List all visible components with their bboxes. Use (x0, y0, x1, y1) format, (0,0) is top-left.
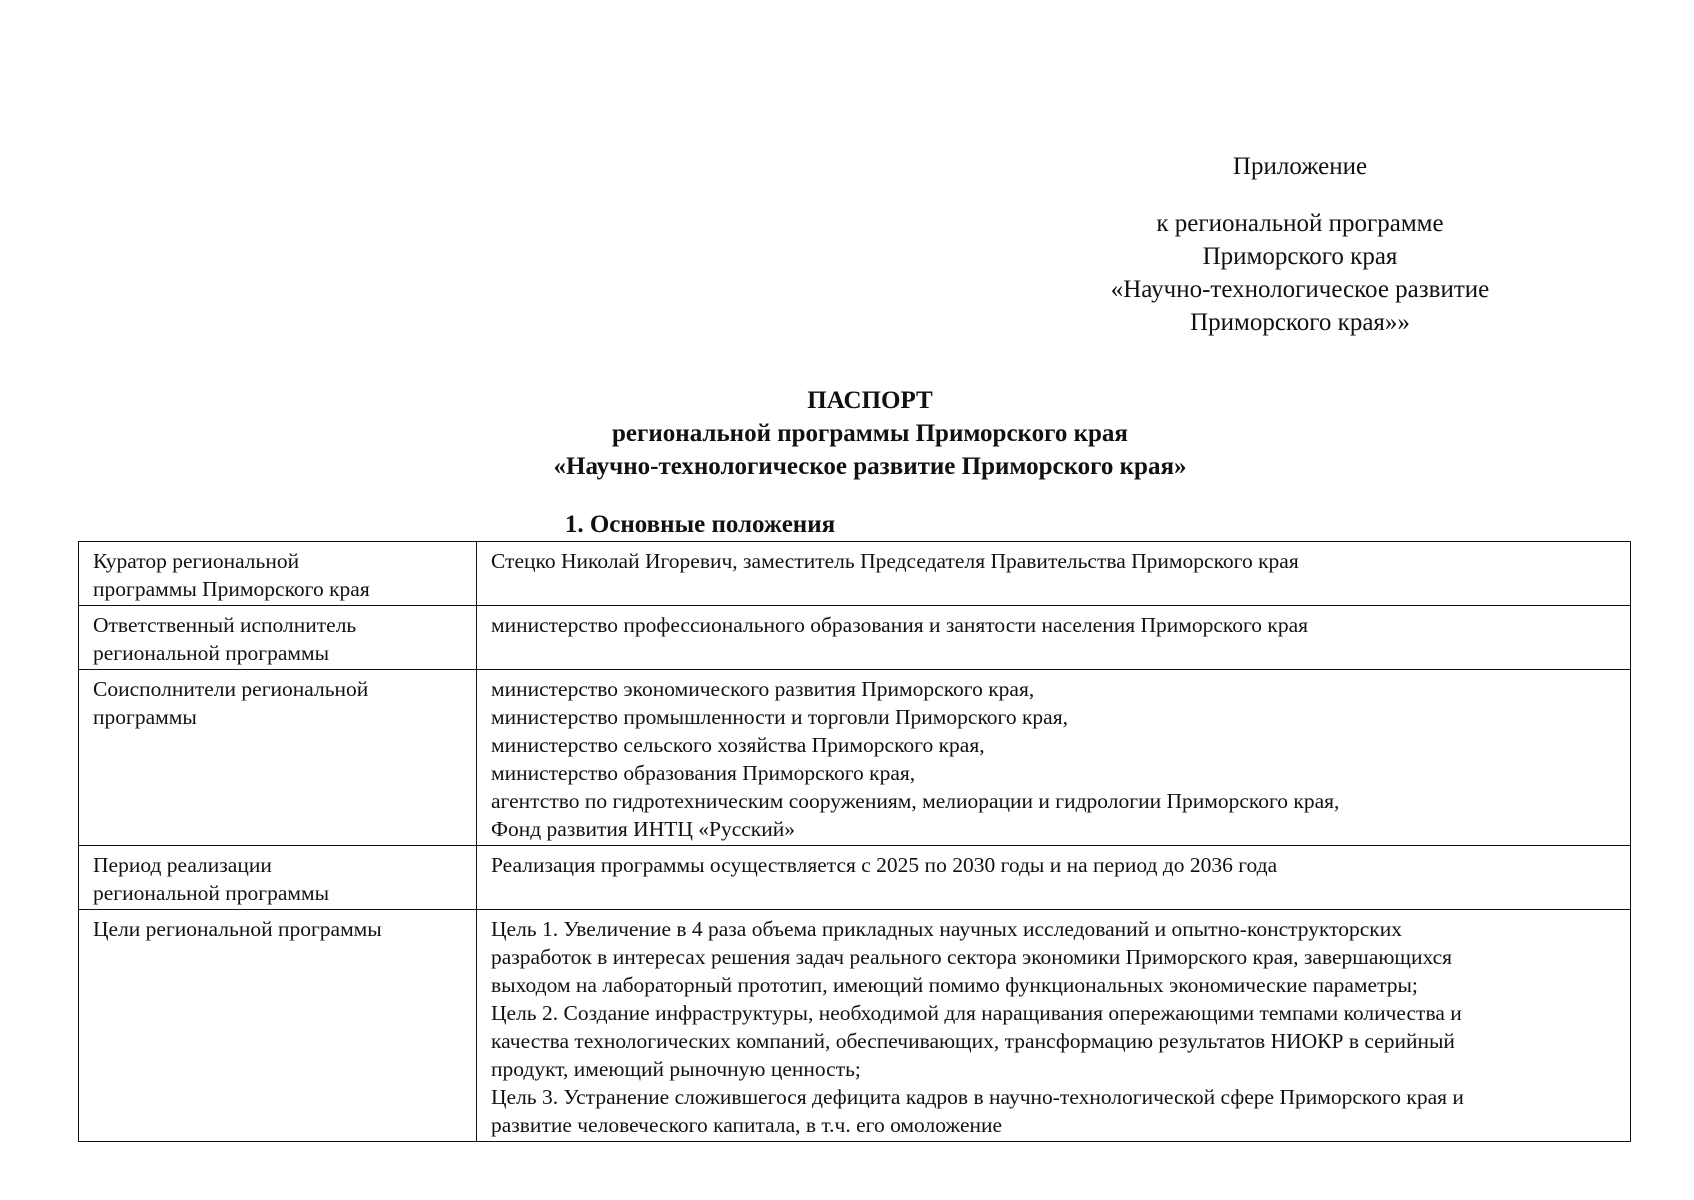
row-label-cell (79, 846, 477, 910)
row-label-cell (79, 542, 477, 606)
row-value: министерство экономического развития Приморского края, (491, 677, 1035, 701)
program-name: «Научно-технологическое развитие Приморского края» (553, 453, 1187, 480)
row-label: Период реализации (93, 853, 272, 877)
row-value: агентство по гидротехническим сооружениям, мелиорации и гидрологии Приморского края, (491, 789, 1340, 813)
row-label: программы (93, 705, 197, 729)
row-value: разработок в интересах решения задач реального сектора экономики Приморского края, завершающихся (491, 945, 1453, 969)
appendix-label: Приложение (1232, 153, 1368, 180)
passport-header (330, 384, 1410, 483)
passport-table (78, 541, 1631, 1142)
appendix-block (1060, 150, 1540, 339)
row-value: министерство профессионального образования и занятости населения Приморского края (491, 613, 1309, 637)
document-title: ПАСПОРТ (807, 387, 933, 414)
row-label: Цели региональной программы (93, 917, 382, 941)
row-value-cell (477, 846, 1631, 910)
row-label: Соисполнители региональной (93, 677, 369, 701)
appendix-line: к региональной программе (1156, 210, 1444, 237)
table-row (79, 606, 1631, 670)
row-value-cell (477, 606, 1631, 670)
document-subtitle: региональной программы Приморского края (612, 420, 1128, 447)
row-value: министерство образования Приморского края, (491, 761, 916, 785)
row-value: Цель 3. Устранение сложившегося дефицита кадров в научно-технологической сфере Приморского края и (491, 1085, 1464, 1109)
table-row (79, 542, 1631, 606)
row-value: министерство промышленности и торговли Приморского края, (491, 705, 1068, 729)
row-value: Фонд развития ИНТЦ «Русский» (491, 817, 796, 841)
row-value: Цель 2. Создание инфраструктуры, необходимой для наращивания опережающими темпами количества и (491, 1001, 1462, 1025)
table-row (79, 670, 1631, 846)
row-label: Куратор региональной (93, 549, 300, 573)
row-value: министерство сельского хозяйства Приморского края, (491, 733, 985, 757)
row-label-cell (79, 606, 477, 670)
row-label: Ответственный исполнитель (93, 613, 357, 637)
appendix-line: Приморского края»» (1190, 309, 1410, 336)
row-value-cell (477, 910, 1631, 1142)
table-row (79, 910, 1631, 1142)
row-value-cell (477, 670, 1631, 846)
row-label-cell (79, 910, 477, 1142)
row-value: Реализация программы осуществляется с 2025 по 2030 годы и на период до 2036 года (491, 853, 1278, 877)
row-value: Стецко Николай Игоревич, заместитель Председателя Правительства Приморского края (491, 549, 1299, 573)
row-label: региональной программы (93, 881, 330, 905)
row-value: продукт, имеющий рыночную ценность; (491, 1057, 861, 1081)
appendix-line: «Научно-технологическое развитие (1110, 276, 1490, 303)
row-label: программы Приморского края (93, 577, 370, 601)
row-value: выходом на лабораторный прототип, имеющий помимо функциональных экономические параметры; (491, 973, 1418, 997)
section-title: 1. Основные положения (564, 511, 836, 538)
row-label-cell (79, 670, 477, 846)
row-value-cell (477, 542, 1631, 606)
row-label: региональной программы (93, 641, 330, 665)
appendix-line: Приморского края (1202, 243, 1398, 270)
row-value: Цель 1. Увеличение в 4 раза объема прикладных научных исследований и опытно-конструкторских (491, 917, 1403, 941)
row-value: качества технологических компаний, обеспечивающих, трансформацию результатов НИОКР в серийный (491, 1029, 1455, 1053)
row-value: развитие человеческого капитала, в т.ч. его омоложение (491, 1113, 1003, 1137)
table-row (79, 846, 1631, 910)
